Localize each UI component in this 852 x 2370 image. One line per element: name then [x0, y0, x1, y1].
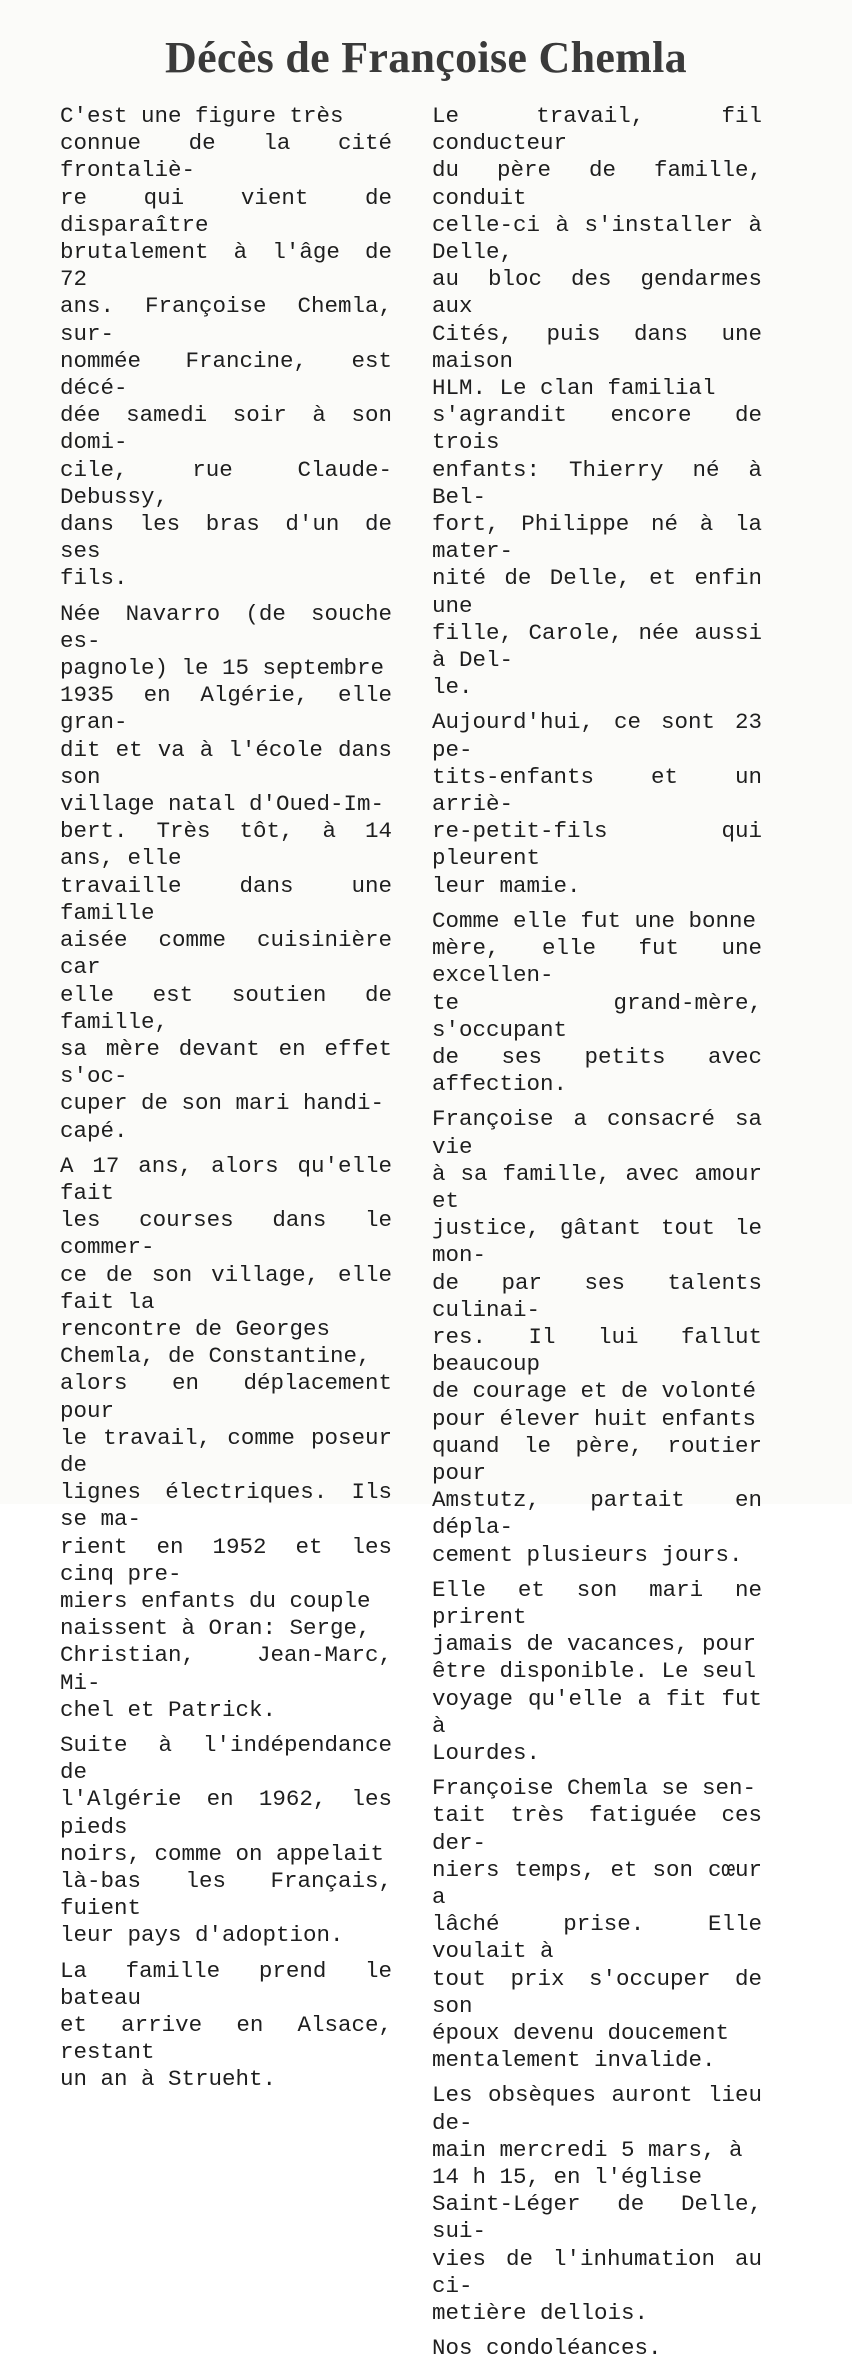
article-closing: Nos condoléances.	[432, 2335, 662, 2362]
article-paragraph: Suite à l'indépendance de l'Algérie en 1962, les pieds noirs, comme on appelait là-bas les Français, fuient leur pays d'adoption.	[60, 1731, 392, 1949]
article-paragraph: Née Navarro (de souche es- pagnole) le 15 septembre 1935 en Algérie, elle gran- dit et va à l'école dans son village natal d'Oued-Im- bert. Très tôt, à 14 ans, elle travaille dans une famille aisée comme cuisinière car elle est soutien de famille, sa mère devant en effet s'oc- cuper de son mari handi- capé.	[60, 600, 392, 1144]
article-paragraph: C'est une figure très connue de la cité frontaliè- re qui vient de disparaître brutalement à l'âge de 72 ans. Françoise Chemla, sur- nommée Francine, est décé- dée samedi soir à son domi- cile, rue Claude-Debussy, dans les bras d'un de ses fils.	[60, 103, 392, 592]
article-paragraph: La famille prend le bateau et arrive en Alsace, restant un an à Strueht.	[60, 1957, 392, 2093]
article-headline: Décès de Françoise Chemla	[165, 33, 687, 82]
article-column-left	[60, 103, 392, 2102]
article-paragraph: Françoise Chemla se sen- tait très fatiguée ces der- niers temps, et son cœur a lâché prise. Elle voulait à tout prix s'occuper de son époux devenu doucement mentalement invalide.	[432, 1775, 762, 2074]
article-paragraph: Elle et son mari ne prirent jamais de vacances, pour être disponible. Le seul voyage qu'elle a fit fut à Lourdes.	[432, 1576, 762, 1766]
article-paragraph: Le travail, fil conducteur du père de famille, conduit celle-ci à s'installer à Delle, au bloc des gendarmes aux Cités, puis dans une maison HLM. Le clan familial s'agrandit encore de trois enfants: Thierry né à Bel- fort, Philippe né à la mater- nité de Delle, et enfin une fille, Carole, née aussi à Del- le.	[432, 103, 762, 701]
article-paragraph: A 17 ans, alors qu'elle fait les courses dans le commer- ce de son village, elle fait la rencontre de Georges Chemla, de Constantine, alors en déplacement pour le travail, comme poseur de lignes électriques. Ils se ma- rient en 1952 et les cinq pre- miers enfants du couple naissent à Oran: Serge, Christian, Jean-Marc, Mi- chel et Patrick.	[60, 1152, 392, 1723]
article-paragraph: Françoise a consacré sa vie à sa famille, avec amour et justice, gâtant tout le mon- de par ses talents culinai- res. Il lui fallut beaucoup de courage et de volonté pour élever huit enfants quand le père, routier pour Amstutz, partait en dépla- cement plusieurs jours.	[432, 1106, 762, 1568]
article-paragraph: Comme elle fut une bonne mère, elle fut une excellen- te grand-mère, s'occupant de ses petits avec affection.	[432, 907, 762, 1098]
article-paragraph: Les obsèques auront lieu de- main mercredi 5 mars, à 14 h 15, en l'église Saint-Léger de Delle, sui- vies de l'inhumation au ci- metière dellois.	[432, 2082, 762, 2327]
article-paragraph: Aujourd'hui, ce sont 23 pe- tits-enfants et un arriè- re-petit-fils qui pleurent leur mamie.	[432, 709, 762, 899]
article-column-right	[432, 103, 762, 2370]
